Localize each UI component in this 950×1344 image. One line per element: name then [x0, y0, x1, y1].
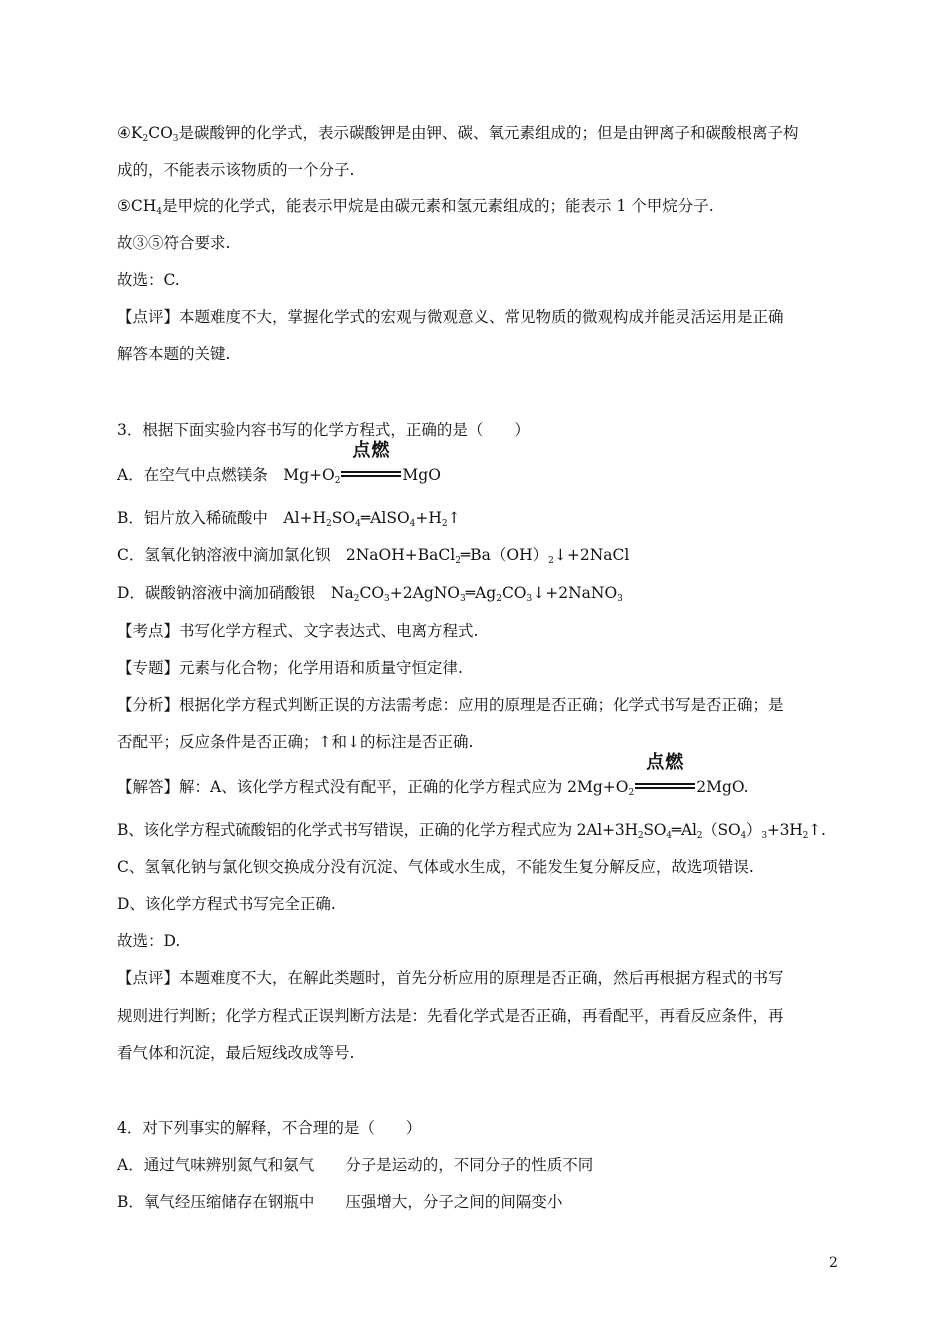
text-line: 看气体和沉淀，最后短线改成等号. — [117, 1044, 355, 1062]
text-line: 【点评】本题难度不大，掌握化学式的宏观与微观意义、常见物质的微观构成并能灵活运用是正确 — [117, 308, 784, 326]
text-line: 解答本题的关键. — [117, 345, 231, 363]
option-c: C．氢氧化钠溶液中滴加氯化钡 $2NaOH+BaCl_2═Ba(OH)_2↓+2NaCl$ — [117, 546, 630, 566]
page-number: 2 — [829, 1255, 838, 1271]
text-line: C、氢氧化钠与氯化钡交换成分没有沉淀、气体或水生成，不能发生复分解反应，故选项错误. — [117, 858, 754, 876]
text-line: 故选：C. — [117, 271, 180, 289]
text-line: 【解答】解：A、该化学方程式没有配平，正确的化学方程式应为 $2Mg+O_2$ 点燃 2MgO. — [117, 752, 749, 798]
question-3: 3．根据下面实验内容书写的化学方程式，正确的是（ ） — [117, 421, 530, 439]
option-b: B．氧气经压缩储存在钢瓶中 压强增大，分子之间的间隔变小 — [117, 1193, 563, 1211]
text-line: 否配平；反应条件是否正确；↑和↓的标注是否正确. — [117, 733, 474, 751]
text-line: B、该化学方程式硫酸铝的化学式书写错误，正确的化学方程式应为 $2Al+3H_2SO_4═Al_2(SO_4)_3+3H_2↑$. — [117, 821, 826, 841]
question-4: 4．对下列事实的解释，不合理的是（ ） — [117, 1119, 422, 1137]
text-line: 【专题】元素与化合物；化学用语和质量守恒定律. — [117, 659, 463, 677]
text-line: 【考点】书写化学方程式、文字表达式、电离方程式. — [117, 622, 479, 640]
text-line: $④K_2CO_3$是碳酸钾的化学式，表示碳酸钾是由钾、碳、氧元素组成的；但是由钾离子和碳酸根离子构 — [117, 124, 799, 144]
text-line: 【点评】本题难度不大，在解此类题时，首先分析应用的原理是否正确，然后再根据方程式的书写 — [117, 969, 784, 987]
option-b: B．铝片放入稀硫酸中 $Al+H_2SO_4═AlSO_4+H_2↑$ — [117, 509, 461, 529]
text-line: 【分析】根据化学方程式判断正误的方法需考虑：应用的原理是否正确；化学式书写是否正确；是 — [117, 696, 784, 714]
text-line: $⑤CH_4$是甲烷的化学式，能表示甲烷是由碳元素和氢元素组成的；能表示 1 个甲烷分子. — [117, 197, 714, 217]
reaction-condition-arrow: 点燃 — [635, 778, 695, 792]
option-a: A．通过气味辨别氮气和氨气 分子是运动的，不同分子的性质不同 — [117, 1156, 594, 1174]
text-line: 规则进行判断；化学方程式正误判断方法是：先看化学式是否正确，再看配平，再看反应条件，再 — [117, 1007, 784, 1025]
text-line: 故③⑤符合要求. — [117, 234, 231, 252]
option-a: A．在空气中点燃镁条 $Mg+O_2$ 点燃 MgO — [117, 440, 441, 486]
reaction-condition-arrow: 点燃 — [341, 466, 401, 480]
text-line: 故选：D. — [117, 932, 181, 950]
text-line: D、该化学方程式书写完全正确. — [117, 895, 336, 913]
text-line: 成的，不能表示该物质的一个分子. — [117, 161, 355, 179]
option-d: D．碳酸钠溶液中滴加硝酸银 $Na_2CO_3+2AgNO_3═Ag_2CO_3↓+2NaNO_3$ — [117, 584, 623, 604]
